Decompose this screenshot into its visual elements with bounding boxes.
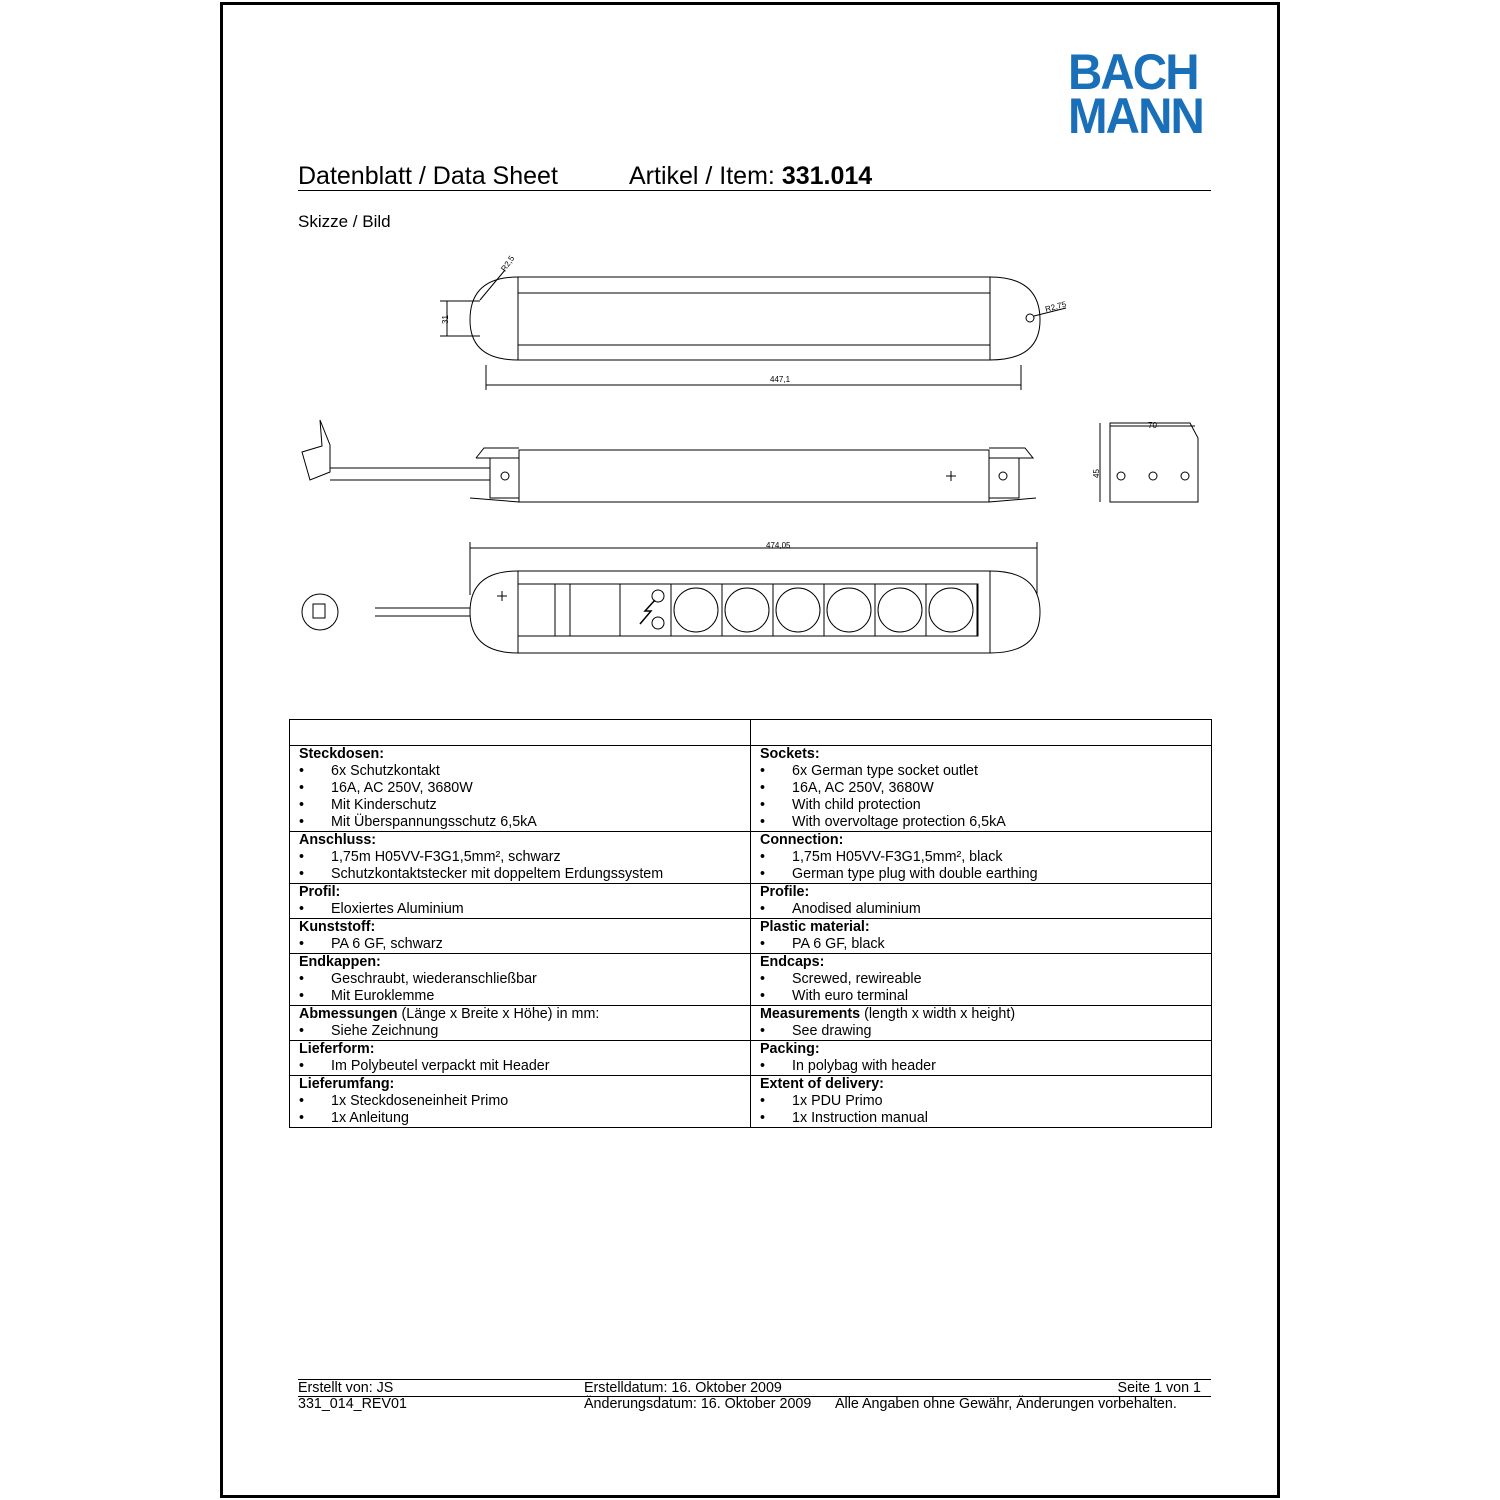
spec-heading xyxy=(760,1006,1203,1023)
spec-item-text: Im Polybeutel verpackt mit Header xyxy=(331,1058,550,1074)
spec-list-item xyxy=(299,763,742,780)
item-number: 331.014 xyxy=(781,162,873,190)
spec-heading xyxy=(299,954,742,971)
spec-list-item xyxy=(760,797,1203,814)
bullet-icon: • xyxy=(760,936,766,952)
spec-list-item xyxy=(299,901,742,918)
spec-item-text: Eloxiertes Aluminium xyxy=(331,901,464,917)
spec-item-text: 1x Anleitung xyxy=(331,1110,409,1126)
spec-cell-de xyxy=(290,832,751,884)
spec-item-text: Mit Überspannungsschutz 6,5kA xyxy=(331,814,537,830)
spec-list-item xyxy=(299,1058,742,1075)
spec-item-text: 6x German type socket outlet xyxy=(792,763,978,779)
logo-line1: BACH xyxy=(1068,44,1198,100)
spec-item-text: 1,75m H05VV-F3G1,5mm², black xyxy=(792,849,1003,865)
spec-list-item xyxy=(760,814,1203,831)
spec-cell-en xyxy=(751,884,1212,919)
front-view xyxy=(302,542,1040,653)
bullet-icon: • xyxy=(299,1023,305,1039)
spec-cell-en xyxy=(751,746,1212,832)
bullet-icon: • xyxy=(760,797,766,813)
created-by: Erstellt von: JS xyxy=(298,1380,394,1396)
spec-item-text: With child protection xyxy=(792,797,921,813)
dim-width: 70 xyxy=(1148,421,1157,430)
bullet-icon: • xyxy=(299,936,305,952)
spec-heading-bold: Profile: xyxy=(760,884,810,900)
spec-cell-de xyxy=(290,884,751,919)
item-title xyxy=(629,162,872,191)
bullet-icon: • xyxy=(760,988,766,1004)
bullet-icon: • xyxy=(299,1093,305,1109)
spec-heading-bold: Plastic material: xyxy=(760,919,870,935)
spec-cell-en xyxy=(751,1041,1212,1076)
created-date: Erstelldatum: 16. Oktober 2009 xyxy=(584,1380,782,1396)
spec-list-item xyxy=(299,936,742,953)
spec-item-text: 1,75m H05VV-F3G1,5mm², schwarz xyxy=(331,849,561,865)
dim-r2: R2,75 xyxy=(1044,299,1068,314)
spec-list-item xyxy=(299,1093,742,1110)
bullet-icon: • xyxy=(760,901,766,917)
spec-table xyxy=(289,719,1212,1128)
bullet-icon: • xyxy=(760,866,766,882)
spec-cell-de xyxy=(290,954,751,1006)
spec-heading xyxy=(760,1076,1203,1093)
spec-row xyxy=(290,1041,1212,1076)
bullet-icon: • xyxy=(299,797,305,813)
spec-heading xyxy=(299,1006,742,1023)
spec-list-item xyxy=(760,866,1203,883)
bullet-icon: • xyxy=(760,1093,766,1109)
spec-list-item xyxy=(299,971,742,988)
side-view xyxy=(302,420,1198,502)
spec-heading xyxy=(299,919,742,936)
dim-length: 447,1 xyxy=(770,375,791,384)
spec-item-text: Anodised aluminium xyxy=(792,901,921,917)
spec-row xyxy=(290,832,1212,884)
spec-item-text: Mit Kinderschutz xyxy=(331,797,437,813)
spec-item-text: See drawing xyxy=(792,1023,872,1039)
changed-date: Änderungsdatum: 16. Oktober 2009 xyxy=(584,1396,812,1412)
dim-31: 31 xyxy=(441,315,450,324)
spec-item-text: 16A, AC 250V, 3680W xyxy=(792,780,934,796)
spec-list-item xyxy=(760,1093,1203,1110)
bullet-icon: • xyxy=(299,763,305,779)
spec-heading-bold: Steckdosen: xyxy=(299,746,385,762)
spec-cell-de xyxy=(290,1076,751,1128)
spec-heading xyxy=(299,832,742,849)
spec-item-text: Mit Euroklemme xyxy=(331,988,435,1004)
bullet-icon: • xyxy=(299,814,305,830)
bachmann-logo xyxy=(1068,44,1203,144)
spec-item-text: Schutzkontaktstecker mit doppeltem Erdungssystem xyxy=(331,866,664,882)
bullet-icon: • xyxy=(299,1058,305,1074)
spec-list-item xyxy=(299,797,742,814)
spec-item-text: PA 6 GF, black xyxy=(792,936,885,952)
spec-heading xyxy=(299,1041,742,1058)
socket-outlets xyxy=(671,584,977,636)
spec-cell-en xyxy=(751,919,1212,954)
bullet-icon: • xyxy=(299,1110,305,1126)
disclaimer: Alle Angaben ohne Gewähr, Änderungen vorbehalten. xyxy=(835,1396,1177,1412)
bullet-icon: • xyxy=(299,849,305,865)
spec-heading xyxy=(299,1076,742,1093)
spec-list-item xyxy=(760,1110,1203,1127)
spec-row xyxy=(290,1076,1212,1128)
spec-cell-de xyxy=(290,919,751,954)
spec-heading-bold: Lieferumfang: xyxy=(299,1076,395,1092)
bullet-icon: • xyxy=(299,866,305,882)
spec-heading-bold: Connection: xyxy=(760,832,844,848)
spec-heading xyxy=(760,746,1203,763)
spec-heading-bold: Endkappen: xyxy=(299,954,381,970)
spec-item-text: 16A, AC 250V, 3680W xyxy=(331,780,473,796)
dim-height: 45 xyxy=(1092,469,1101,478)
spec-cell-en xyxy=(751,1006,1212,1041)
footer-row-1 xyxy=(298,1379,1211,1397)
spec-cell-en xyxy=(751,1076,1212,1128)
spec-list-item xyxy=(760,901,1203,918)
spec-row xyxy=(290,746,1212,832)
dim-r1: R2,5 xyxy=(499,254,517,274)
spec-cell-de xyxy=(290,1041,751,1076)
spec-item-text: Geschraubt, wiederanschließbar xyxy=(331,971,537,987)
spec-list-item xyxy=(760,936,1203,953)
spec-heading xyxy=(760,919,1203,936)
spec-item-text: 1x Instruction manual xyxy=(792,1110,928,1126)
page-number: Seite 1 von 1 xyxy=(1117,1380,1201,1396)
spec-heading-bold: Measurements xyxy=(760,1006,861,1022)
spec-heading xyxy=(299,884,742,901)
spec-cell-en xyxy=(751,832,1212,884)
spec-list-item xyxy=(299,866,742,883)
spec-heading xyxy=(760,884,1203,901)
bullet-icon: • xyxy=(760,1023,766,1039)
spec-item-text: 6x Schutzkontakt xyxy=(331,763,440,779)
top-view xyxy=(440,270,1066,390)
spec-item-text: In polybag with header xyxy=(792,1058,936,1074)
spec-item-text: Siehe Zeichnung xyxy=(331,1023,439,1039)
bullet-icon: • xyxy=(760,780,766,796)
spec-row xyxy=(290,1006,1212,1041)
spec-list-item xyxy=(299,814,742,831)
spec-heading xyxy=(299,746,742,763)
bullet-icon: • xyxy=(760,849,766,865)
spec-heading-bold: Sockets: xyxy=(760,746,820,762)
spec-item-text: PA 6 GF, schwarz xyxy=(331,936,443,952)
document-id: 331_014_REV01 xyxy=(298,1396,407,1412)
technical-drawing xyxy=(0,240,1500,690)
spec-heading xyxy=(760,954,1203,971)
spec-cell-de xyxy=(290,1006,751,1041)
spec-heading-bold: Endcaps: xyxy=(760,954,825,970)
spec-item-text: Screwed, rewireable xyxy=(792,971,922,987)
section-label: Skizze / Bild xyxy=(298,212,391,231)
spec-list-item xyxy=(760,849,1203,866)
spec-cell-en xyxy=(751,954,1212,1006)
spec-list-item xyxy=(760,780,1203,797)
spec-list-item xyxy=(760,971,1203,988)
bullet-icon: • xyxy=(299,988,305,1004)
spec-heading-bold: Kunststoff: xyxy=(299,919,376,935)
spec-heading-rest: (length x width x height) xyxy=(860,1006,1016,1022)
spec-item-text: 1x Steckdoseneinheit Primo xyxy=(331,1093,509,1109)
spec-heading xyxy=(760,1041,1203,1058)
bullet-icon: • xyxy=(299,971,305,987)
spec-list-item xyxy=(299,780,742,797)
document-title: Datenblatt / Data Sheet xyxy=(298,162,558,190)
spec-heading-bold: Packing: xyxy=(760,1041,820,1057)
spec-row xyxy=(290,954,1212,1006)
spec-list-item xyxy=(760,1058,1203,1075)
spec-item-text: With euro terminal xyxy=(792,988,909,1004)
bullet-icon: • xyxy=(299,780,305,796)
spec-list-item xyxy=(299,1110,742,1127)
spec-list-item xyxy=(760,1023,1203,1040)
item-label: Artikel / Item: xyxy=(629,162,782,190)
spec-heading-bold: Profil: xyxy=(299,884,341,900)
spec-list-item xyxy=(299,988,742,1005)
bullet-icon: • xyxy=(299,901,305,917)
bullet-icon: • xyxy=(760,814,766,830)
logo-line2: MANN xyxy=(1068,88,1203,144)
spec-cell-de xyxy=(290,746,751,832)
bullet-icon: • xyxy=(760,971,766,987)
spec-item-text: 1x PDU Primo xyxy=(792,1093,883,1109)
spec-list-item xyxy=(760,763,1203,780)
bullet-icon: • xyxy=(760,1058,766,1074)
spec-list-item xyxy=(760,988,1203,1005)
spec-heading-rest: (Länge x Breite x Höhe) in mm: xyxy=(397,1006,600,1022)
title-row xyxy=(298,162,1211,191)
spec-item-text: German type plug with double earthing xyxy=(792,866,1038,882)
bullet-icon: • xyxy=(760,1110,766,1126)
dim-total-length: 474,05 xyxy=(766,541,791,550)
spec-heading-bold: Anschluss: xyxy=(299,832,377,848)
spec-row xyxy=(290,919,1212,954)
spec-list-item xyxy=(299,1023,742,1040)
spec-heading-bold: Lieferform: xyxy=(299,1041,375,1057)
bullet-icon: • xyxy=(760,763,766,779)
spec-heading xyxy=(760,832,1203,849)
spec-heading-bold: Abmessungen xyxy=(299,1006,398,1022)
spec-row xyxy=(290,884,1212,919)
spec-heading-bold: Extent of delivery: xyxy=(760,1076,884,1092)
spec-list-item xyxy=(299,849,742,866)
spec-item-text: With overvoltage protection 6,5kA xyxy=(792,814,1006,830)
